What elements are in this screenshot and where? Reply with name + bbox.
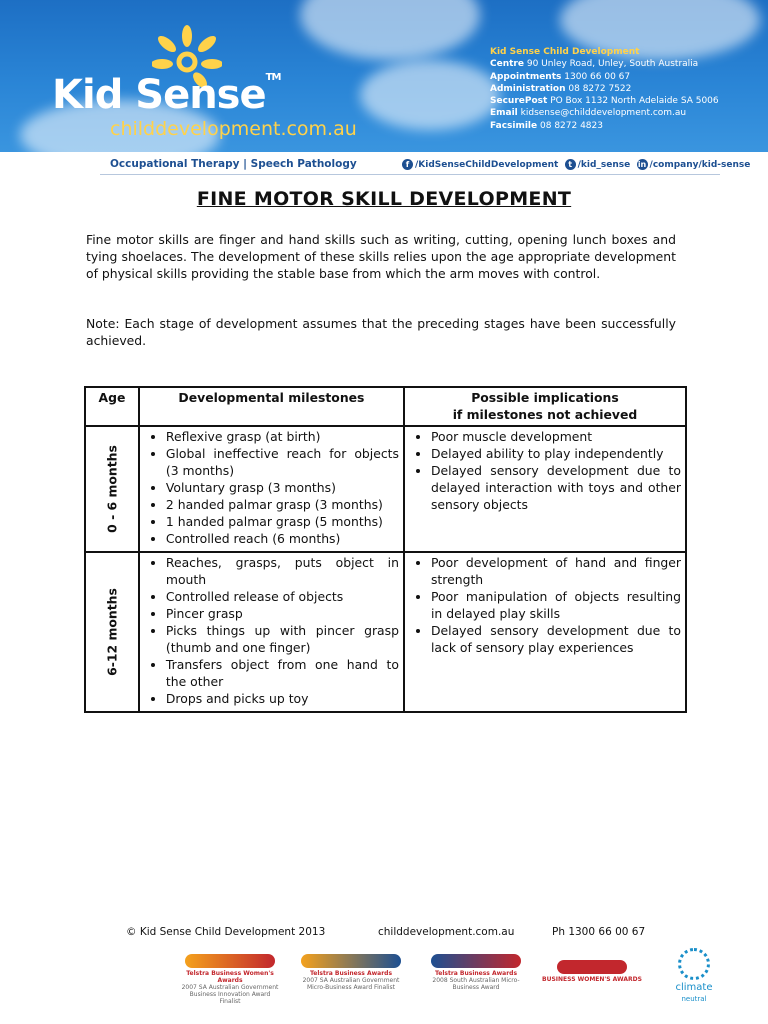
- age-cell: [85, 426, 139, 552]
- milestones-table: [84, 386, 687, 713]
- services-strip: [0, 152, 768, 178]
- climate-ring-icon: [678, 948, 710, 980]
- brand-website: childdevelopment.com.au: [110, 118, 357, 140]
- list-item: • 2 handed palmar grasp (3 months): [166, 496, 399, 513]
- list-item: • Global ineffective reach for objects (3 months): [166, 445, 399, 479]
- services-label: Occupational Therapy | Speech Pathology: [110, 158, 357, 170]
- list-item: • Drops and picks up toy: [166, 690, 399, 707]
- list-item: • Poor manipulation of objects resulting in delayed play skills: [431, 588, 681, 622]
- footer-copyright: © Kid Sense Child Development 2013: [126, 926, 326, 938]
- milestones-cell: [139, 552, 404, 712]
- contact-email: Email kidsense@childdevelopment.com.au: [490, 108, 687, 119]
- header-implications: Possible implications if milestones not achieved: [404, 387, 686, 426]
- list-item: • Transfers object from one hand to the other: [166, 656, 399, 690]
- table-row: [85, 426, 686, 552]
- contact-securepost: SecurePost PO Box 1132 North Adelaide SA 5006: [490, 96, 719, 107]
- contact-appointments: Appointments 1300 66 00 67: [490, 71, 631, 82]
- twitter-icon: t: [565, 159, 576, 170]
- facebook-icon: f: [402, 159, 413, 170]
- contact-administration: Administration 08 8272 7522: [490, 83, 632, 94]
- document-title: FINE MOTOR SKILL DEVELOPMENT: [196, 188, 572, 210]
- letterhead-banner: [0, 0, 768, 152]
- contact-facsimile: Facsimile 08 8272 4823: [490, 120, 603, 131]
- facebook-link[interactable]: /KidSenseChildDevelopment: [415, 160, 559, 170]
- list-item: • Poor development of hand and finger strength: [431, 554, 681, 588]
- contact-block: [490, 46, 719, 132]
- award-business-womens: BUSINESS WOMEN'S AWARDS: [542, 960, 642, 983]
- note-paragraph: Note: Each stage of development assumes that the preceding stages have been successfully achieved.: [86, 316, 676, 348]
- brand-name: Kid Sense™: [52, 72, 281, 118]
- intro-paragraph: Fine motor skills are finger and hand skills such as writing, cutting, opening lunch boxes and tying shoelaces. The development of these skills relies upon the age appropriate development of physical skills providing the stable base from which the arm moves with control.: [86, 232, 676, 281]
- list-item: • Poor muscle development: [431, 428, 681, 445]
- awards-bar: [180, 950, 720, 1010]
- list-item: • Picks things up with pincer grasp (thumb and one finger): [166, 622, 399, 656]
- list-item: • Reaches, grasps, puts object in mouth: [166, 554, 399, 588]
- contact-org: Kid Sense Child Development: [490, 47, 640, 57]
- implications-cell: [404, 426, 686, 552]
- award-telstra-business-2008: Telstra Business Awards 2008 South Australian Micro-Business Award: [426, 954, 526, 991]
- award-logo-icon: [301, 954, 401, 968]
- list-item: • Delayed sensory development due to delayed interaction with toys and other sensory objects: [431, 462, 681, 513]
- footer-site[interactable]: childdevelopment.com.au: [378, 926, 515, 938]
- list-item: • Controlled release of objects: [166, 588, 399, 605]
- list-item: • Reflexive grasp (at birth): [166, 428, 399, 445]
- climate-neutral-logo: climate neutral: [664, 948, 724, 1004]
- age-cell: [85, 552, 139, 712]
- implications-cell: [404, 552, 686, 712]
- award-logo-icon: [185, 954, 275, 968]
- contact-centre: Centre 90 Unley Road, Unley, South Australia: [490, 59, 699, 70]
- list-item: • Delayed ability to play independently: [431, 445, 681, 462]
- list-item: • Pincer grasp: [166, 605, 399, 622]
- header-milestones: Developmental milestones: [139, 387, 404, 426]
- list-item: • Controlled reach (6 months): [166, 530, 399, 547]
- list-item: • 1 handed palmar grasp (5 months): [166, 513, 399, 530]
- linkedin-icon: in: [637, 160, 647, 169]
- award-telstra-womens: Telstra Business Women's Awards 2007 SA Australian Government Business Innovation Award Finalist: [180, 954, 280, 1005]
- list-item: • Delayed sensory development due to lack of sensory play experiences: [431, 622, 681, 656]
- header-age: Age: [85, 387, 139, 426]
- kid-sense-logo: [52, 24, 357, 144]
- footer-phone: Ph 1300 66 00 67: [552, 926, 646, 938]
- table-header-row: [85, 387, 686, 426]
- age-label: 6-12 months: [104, 588, 120, 676]
- award-logo-icon: [557, 960, 627, 974]
- list-item: • Voluntary grasp (3 months): [166, 479, 399, 496]
- award-telstra-business-2007: Telstra Business Awards 2007 SA Australian Government Micro-Business Award Finalist: [296, 954, 406, 991]
- linkedin-link[interactable]: /company/kid-sense: [649, 160, 751, 170]
- social-links: [402, 159, 750, 170]
- award-logo-icon: [431, 954, 521, 968]
- age-label: 0 - 6 months: [104, 445, 120, 533]
- twitter-link[interactable]: /kid_sense: [577, 160, 631, 170]
- milestones-cell: [139, 426, 404, 552]
- table-row: [85, 552, 686, 712]
- divider: [100, 174, 720, 175]
